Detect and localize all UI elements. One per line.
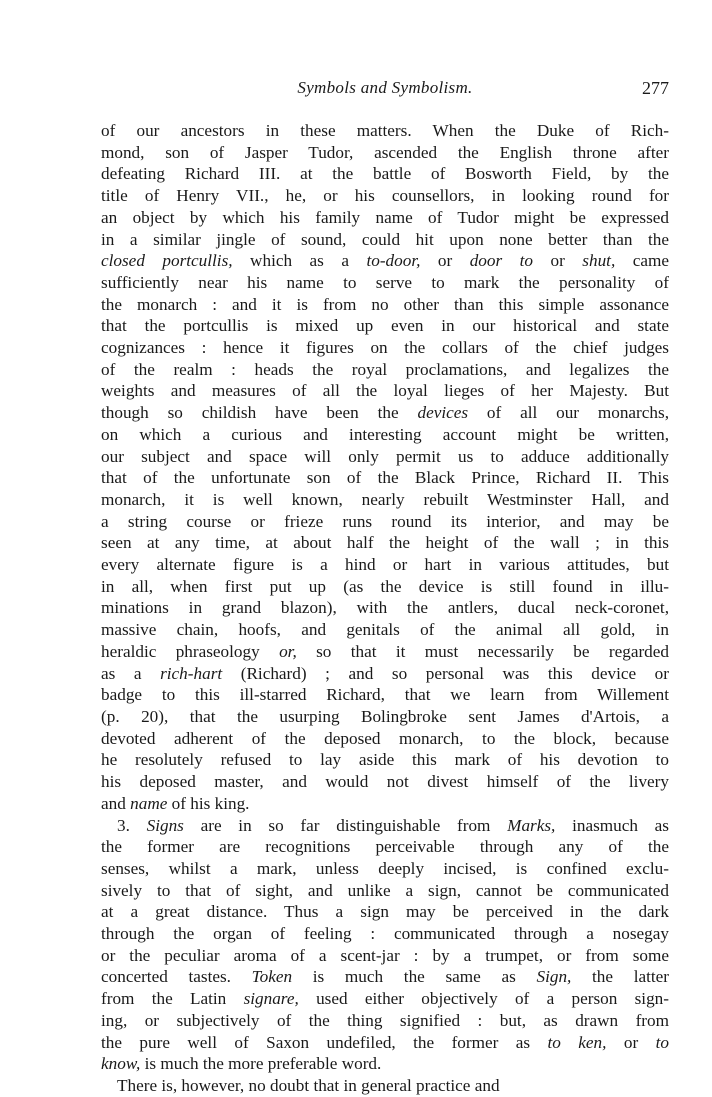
text-line bbox=[101, 966, 669, 988]
text-run: from the Latin bbox=[101, 989, 244, 1009]
text-run: concerted tastes. bbox=[101, 967, 252, 987]
text-line bbox=[101, 858, 669, 880]
text-line bbox=[101, 728, 669, 750]
text-line bbox=[101, 923, 669, 945]
italic-text: or, bbox=[279, 641, 297, 661]
text-run: the pure well of Saxon undefiled, the former as bbox=[101, 1032, 548, 1052]
text-run: every alternate figure is a hind or hart in various attitudes, but bbox=[101, 555, 669, 575]
text-line bbox=[101, 489, 669, 511]
text-line bbox=[101, 576, 669, 598]
text-line bbox=[101, 945, 669, 967]
text-line bbox=[101, 446, 669, 468]
text-run: in all, when first put up (as the device is still found in illu- bbox=[101, 576, 669, 596]
running-head bbox=[101, 78, 669, 102]
text-line bbox=[101, 641, 669, 663]
text-run: weights and measures of all the loyal lieges of her Majesty. But bbox=[101, 381, 669, 401]
text-run: at a great distance. Thus a sign may be perceived in the dark bbox=[101, 902, 669, 922]
text-run: seen at any time, at about half the height of the wall ; in this bbox=[101, 533, 669, 553]
text-line bbox=[101, 1032, 669, 1054]
text-run: are in so far distinguishable from bbox=[183, 815, 508, 835]
text-run: he resolutely refused to lay aside this mark of his devotion to bbox=[101, 750, 669, 770]
text-line bbox=[101, 511, 669, 533]
text-line bbox=[101, 793, 669, 815]
italic-text: to-door, bbox=[366, 251, 421, 271]
italic-text: know, bbox=[101, 1054, 141, 1074]
text-run: or the peculiar aroma of a scent-jar : by a trumpet, or from some bbox=[101, 945, 669, 965]
text-run: of our ancestors in these matters. When the Duke of Rich- bbox=[101, 121, 669, 140]
text-run: title of Henry VII., he, or his counsellors, in looking round for bbox=[101, 186, 669, 206]
text-line bbox=[101, 684, 669, 706]
text-run: which as a bbox=[232, 251, 367, 271]
book-page bbox=[101, 78, 669, 1097]
text-line bbox=[101, 229, 669, 251]
italic-text: name bbox=[130, 793, 168, 813]
text-line bbox=[101, 163, 669, 185]
text-run: cognizances : hence it figures on the collars of the chief judges bbox=[101, 338, 669, 358]
text-line bbox=[101, 294, 669, 316]
text-run: that of the unfortunate son of the Black Prince, Richard II. This bbox=[101, 468, 669, 488]
text-run: of all our monarchs, bbox=[468, 403, 669, 423]
italic-text: Sign, bbox=[536, 967, 572, 987]
text-run: senses, whilst a mark, unless deeply incised, is confined exclu- bbox=[101, 858, 669, 878]
text-run: an object by which his family name of Tudor might be expressed bbox=[101, 207, 669, 227]
text-line bbox=[101, 207, 669, 229]
text-line bbox=[101, 185, 669, 207]
italic-text: closed portcullis, bbox=[101, 251, 233, 271]
text-line bbox=[101, 771, 669, 793]
text-run: a string course or frieze runs round its interior, and may be bbox=[101, 511, 669, 531]
text-run: the former are recognitions perceivable through any of the bbox=[101, 837, 669, 857]
text-run: the monarch : and it is from no other than this simple assonance bbox=[101, 294, 669, 314]
text-run: our subject and space will only permit us to adduce additionally bbox=[101, 446, 669, 466]
italic-text: Token bbox=[251, 967, 293, 987]
text-run: massive chain, hoofs, and genitals of the animal all gold, in bbox=[101, 620, 669, 640]
italic-text: devices bbox=[417, 403, 469, 423]
text-line bbox=[101, 619, 669, 641]
text-run: heraldic phraseology bbox=[101, 641, 280, 661]
text-run: mond, son of Jasper Tudor, ascended the English throne after bbox=[101, 142, 669, 162]
body-text bbox=[101, 120, 669, 1097]
text-run: as a bbox=[101, 663, 161, 683]
italic-text: signare, bbox=[243, 989, 299, 1009]
text-line bbox=[101, 272, 669, 294]
text-run: used either objectively of a person sign- bbox=[298, 989, 669, 1009]
text-run: the latter bbox=[571, 967, 669, 987]
text-line bbox=[101, 749, 669, 771]
text-run: that the portcullis is mixed up even in our historical and state bbox=[101, 316, 669, 336]
text-run: and bbox=[101, 793, 131, 813]
text-run: though so childish have been the bbox=[101, 403, 418, 423]
text-line bbox=[101, 901, 669, 923]
text-run: badge to this ill-starred Richard, that we learn from Willement bbox=[101, 685, 669, 705]
text-run: of his king. bbox=[167, 793, 250, 813]
text-run: came bbox=[615, 251, 669, 271]
text-line bbox=[101, 532, 669, 554]
italic-text: to bbox=[655, 1032, 669, 1052]
text-run: monarch, it is well known, nearly rebuilt Westminster Hall, and bbox=[101, 489, 669, 509]
running-title: Symbols and Symbolism. bbox=[297, 78, 473, 97]
text-run: defeating Richard III. at the battle of Bosworth Field, by the bbox=[101, 164, 669, 184]
italic-text: to ken, bbox=[547, 1032, 607, 1052]
text-run: of the realm : heads the royal proclamations, and legalizes the bbox=[101, 359, 669, 379]
text-run: or bbox=[420, 251, 470, 271]
italic-text: shut, bbox=[582, 251, 616, 271]
text-line bbox=[101, 142, 669, 164]
text-run: or bbox=[533, 251, 583, 271]
text-line bbox=[101, 315, 669, 337]
text-run: sively to that of sight, and unlike a sign, cannot be communicated bbox=[101, 880, 669, 900]
text-line bbox=[101, 663, 669, 685]
text-run: in a similar jingle of sound, could hit upon none better than the bbox=[101, 229, 669, 249]
text-run: his deposed master, and would not divest himself of the livery bbox=[101, 772, 669, 792]
page-number: 277 bbox=[642, 78, 669, 98]
text-line bbox=[101, 836, 669, 858]
italic-text: rich-hart bbox=[160, 663, 223, 683]
text-run: 3. bbox=[117, 815, 147, 835]
text-line bbox=[101, 706, 669, 728]
text-line bbox=[101, 402, 669, 424]
italic-text: door to bbox=[469, 251, 534, 271]
text-run: ing, or subjectively of the thing signified : but, as drawn from bbox=[101, 1010, 669, 1030]
text-line bbox=[101, 1010, 669, 1032]
text-line bbox=[101, 1075, 669, 1097]
text-run: or bbox=[606, 1032, 656, 1052]
text-line bbox=[101, 597, 669, 619]
text-line bbox=[101, 988, 669, 1010]
text-line bbox=[101, 1053, 669, 1075]
italic-text: Marks, bbox=[507, 815, 556, 835]
text-line bbox=[101, 359, 669, 381]
text-run: through the organ of feeling : communicated through a nosegay bbox=[101, 924, 669, 944]
text-line bbox=[101, 250, 669, 272]
text-line bbox=[101, 554, 669, 576]
text-line bbox=[101, 880, 669, 902]
text-run: (Richard) ; and so personal was this device or bbox=[222, 663, 669, 683]
text-run: inasmuch as bbox=[555, 815, 669, 835]
text-line bbox=[101, 380, 669, 402]
text-run: is much the same as bbox=[292, 967, 537, 987]
text-run: so that it must necessarily be regarded bbox=[296, 641, 669, 661]
text-run: sufficiently near his name to serve to mark the personality of bbox=[101, 272, 669, 292]
italic-text: Signs bbox=[146, 815, 184, 835]
text-line bbox=[101, 424, 669, 446]
text-line bbox=[101, 337, 669, 359]
text-line bbox=[101, 120, 669, 142]
text-run: minations in grand blazon), with the antlers, ducal neck-coronet, bbox=[101, 598, 669, 618]
text-run: devoted adherent of the deposed monarch, to the block, because bbox=[101, 728, 669, 748]
text-run: on which a curious and interesting account might be written, bbox=[101, 424, 669, 444]
text-line bbox=[101, 467, 669, 489]
text-run: There is, however, no doubt that in general practice and bbox=[117, 1075, 500, 1095]
text-line bbox=[101, 815, 669, 837]
text-run: is much the more preferable word. bbox=[140, 1054, 382, 1074]
text-run: (p. 20), that the usurping Bolingbroke sent James d'Artois, a bbox=[101, 706, 669, 726]
